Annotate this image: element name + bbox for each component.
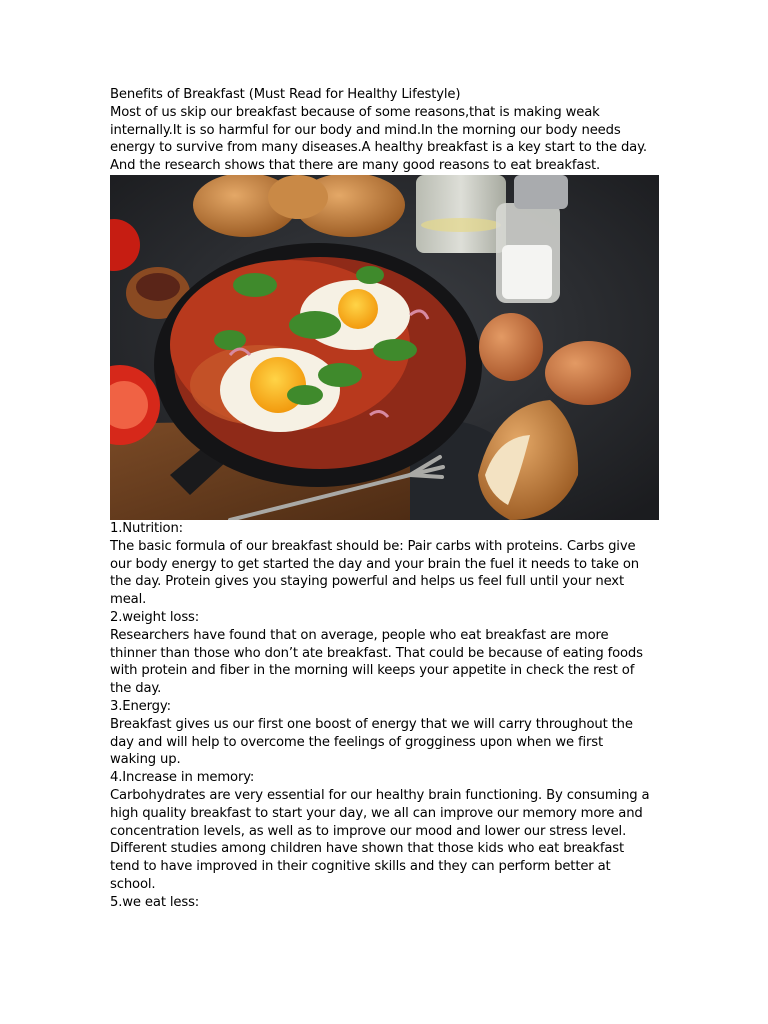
intro-line: And the research shows that there are many good reasons to eat breakfast. [110,158,601,174]
section-line: meal. [110,592,147,608]
section-heading: 2.weight loss: [110,609,200,625]
intro-line: internally.It is so harmful for our body and mind.In the morning our body needs [110,122,621,138]
section-line: Carbohydrates are very essential for our healthy brain functioning. By consuming a [110,787,650,803]
document-body [110,86,670,912]
section-line: day and will help to overcome the feelings of grogginess upon when we first [110,734,604,750]
section-line: with protein and fiber in the morning will keeps your appetite in check the rest of [110,663,635,679]
breakfast-photo [110,175,659,520]
section-line: tend to have improved in their cognitive skills and they can perform better at [110,859,611,875]
section-line: our body energy to get started the day and your brain the fuel it needs to take on [110,556,640,572]
section-line: Breakfast gives us our first one boost of energy that we will carry throughout the [110,716,633,732]
section-line: Researchers have found that on average, people who eat breakfast are more [110,627,609,643]
section-line: the day. [110,681,162,697]
section-heading: 1.Nutrition: [110,520,183,536]
section-line: school. [110,876,156,892]
section-line: thinner than those who don’t ate breakfast. That could be because of eating foods [110,645,643,661]
document-title: Benefits of Breakfast (Must Read for Healthy Lifestyle) [110,87,461,102]
section-line: high quality breakfast to start your day, we all can improve our memory more and [110,805,643,821]
section-line: waking up. [110,752,181,768]
section-heading: 5.we eat less: [110,894,200,910]
intro-line: energy to survive from many diseases.A healthy breakfast is a key start to the day. [110,140,647,156]
intro-line: Most of us skip our breakfast because of some reasons,that is making weak [110,104,600,120]
section-heading: 3.Energy: [110,698,171,714]
section-line: the day. Protein gives you staying powerful and helps us feel full until your next [110,574,624,590]
section-line: Different studies among children have shown that those kids who eat breakfast [110,841,624,857]
section-heading: 4.Increase in memory: [110,770,255,786]
section-line: The basic formula of our breakfast should be: Pair carbs with proteins. Carbs give [110,538,636,554]
section-line: concentration levels, as well as to improve our mood and lower our stress level. [110,823,627,839]
